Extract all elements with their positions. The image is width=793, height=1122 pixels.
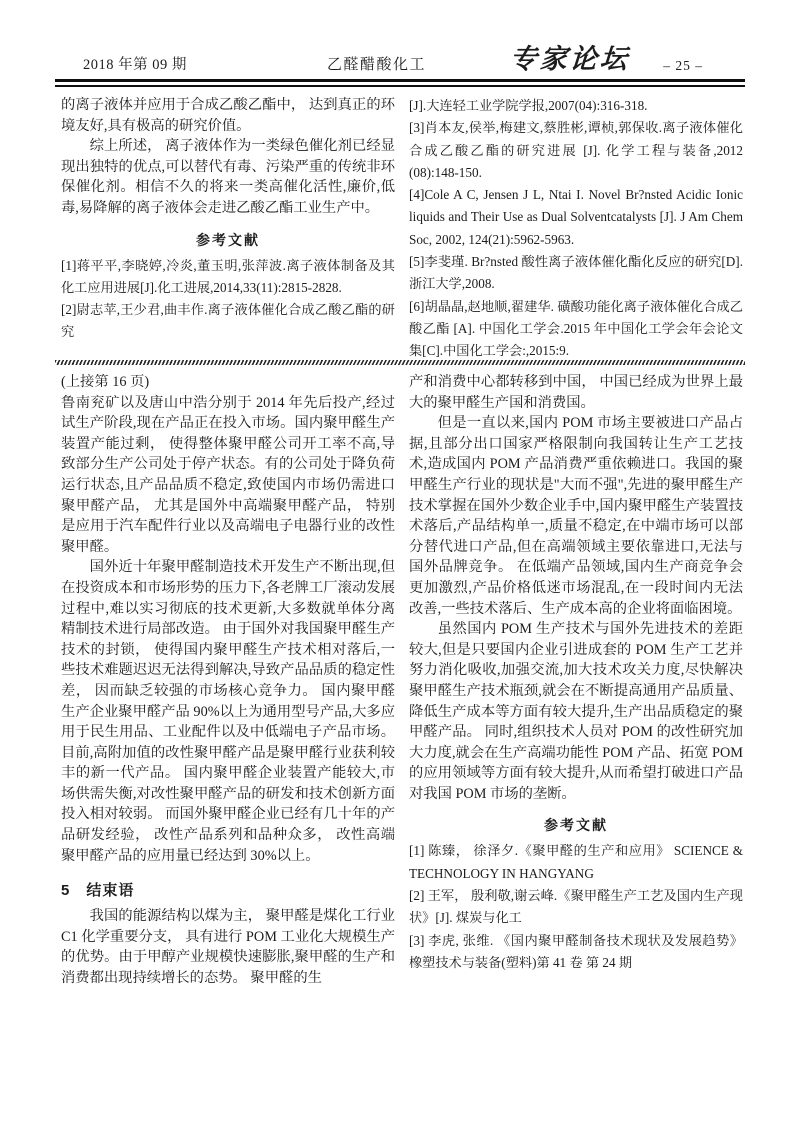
article2-paragraph: 产和消费中心都转移到中国， 中国已经成为世界上最大的聚甲醛生产国和消费国。 [409, 374, 743, 411]
article2-paragraph: 鲁南兖矿以及唐山中浩分别于 2014 年先后投产,经过试生产阶段,现在产品正在投入市场。国内聚甲醛生产装置产能过剩， 使得整体聚甲醛公司开工率不高,导致部分生产公司处于停产状态。有的公司处于降负荷运行状态,且产品品质不稳定,致使国内市场仍需进口聚甲醛产品， 尤其是国外中高端聚甲醛产品， 特别是应用于汽车配件行业以及高端电子电器行业的改性聚甲醛。 [61, 394, 395, 555]
references-heading: 参考文献 [544, 817, 608, 834]
conclusion-section-heading: 5 结束语 [61, 882, 135, 900]
article-divider [55, 360, 745, 365]
reference-item: [1]蒋平平,李晓婷,冷炎,董玉明,张萍波.离子液体制备及其化工应用进展[J].化工进展,2014,33(11):2815-2828. [61, 257, 395, 295]
reference-item: [3] 李虎, 张维. 《国内聚甲醛制备技术现状及发展趋势》橡塑技术与装备(塑料)第 41 卷 第 24 期 [409, 932, 743, 970]
article2-paragraph: 国外近十年聚甲醛制造技术开发生产不断出现,但在投资成本和市场形势的压力下,各老牌工厂滚动发展过程中,难以实习彻底的技术更新,大多数就单体分离精制技术进行局部改造。 由于国外对我国聚甲醛生产技术的封锁， 使得国内聚甲醛生产技术相对落后,一些技术难题迟迟无法得到解决,导致产品品质的稳定性差， 因而缺乏较强的市场核心竞争力。 国内聚甲醛生产企业聚甲醛产品 90%以上为通用型号产品,大多应用于民生用品、工业配件以及中低端电子产品市场。目前,高附加值的改性聚甲醛产品是聚甲醛行业获利较丰的新一代产品。 国内聚甲醛企业装置产能较大,市场供需失衡,对改性聚甲醛产品的研发和技术创新方面投入相对较弱。 而国外聚甲醛企业已经有几十年的产品研发经验， 改性产品系列和品种众多， 改性高端聚甲醛产品的应用量已经达到 30%以上。 [61, 559, 395, 864]
page-number: – 25 – [663, 58, 703, 73]
article2-paragraph: 但是一直以来,国内 POM 市场主要被进口产品占据,且部分出口国家严格限制向我国转让生产工艺技术,造成国内 POM 产品消费严重依赖进口。我国的聚甲醛生产行业的现状是"大而不强",先进的聚甲醛生产技术掌握在国外少数企业手中,国内聚甲醛生产装置技术落后,产品结构单一,质量不稳定,在中端市场可以部分替代进口产品,但在高端领域主要依靠进口,无法与国外品牌竞争。 在低端产品领域,国内生产商竞争会更加激烈,产品价格低迷市场混乱,在一段时间内无法改善,一些技术落后、生产成本高的企业将面临困境。 [409, 415, 743, 617]
journal-title: 乙醛醋酸化工 [327, 57, 427, 73]
page-header [55, 42, 745, 76]
references-heading: 参考文献 [196, 231, 260, 248]
reference-item: [J].大连轻工业学院学报,2007(04):316-318. [409, 98, 648, 113]
reference-item: [5]李斐瑾. Br?nsted 酸性离子液体催化酯化反应的研究[D].浙江大学,2008. [409, 254, 743, 292]
article2-paragraph: 虽然国内 POM 生产技术与国外先进技术的差距较大,但是只要国内企业引进成套的 POM 生产工艺并努力消化吸收,加强交流,加大技术攻关力度,尽快解决聚甲醛生产技术瓶颈,就会在不断提高通用产品质量、降低生产成本等方面有较大提升,生产出品质稳定的聚甲醛产品。 同时,组织技术人员对 POM 的改性研究加大力度,就会在生产高端功能性 POM 产品、拓宽 POM 的应用领域等方面有较大提升,从而希望打破进口产品对我国 POM 市场的垄断。 [409, 621, 743, 802]
article2-left-column [61, 372, 395, 1044]
article1-paragraph: 的离子液体并应用于合成乙酸乙酯中， 达到真正的环境友好,具有极高的研究价值。 [61, 97, 395, 134]
reference-item: [2] 王军， 殷利敬,谢云峰.《聚甲醛生产工艺及国内生产现状》[J]. 煤炭与化工 [409, 888, 743, 926]
header-double-rule [55, 79, 745, 87]
continuation-note: (上接第 16 页) [61, 374, 150, 390]
article1-left-column [61, 95, 395, 361]
issue-label: 2018 年第 09 期 [83, 57, 187, 73]
reference-item: [6]胡晶晶,赵地顺,翟建华. 磺酸功能化离子液体催化合成乙酸乙酯 [A]. 中国化工学会.2015 年中国化工学会年会论文集[C].中国化工学会:,2015:9. [409, 298, 743, 359]
article1-paragraph: 综上所述， 离子液体作为一类绿色催化剂已经显现出独特的优点,可以替代有毒、污染严重的传统非环保催化剂。相信不久的将来一类高催化活性,廉价,低毒,易降解的离子液体会走进乙酸乙酯工业生产中。 [61, 138, 395, 216]
reference-item: [1] 陈臻， 徐泽夕.《聚甲醛的生产和应用》 SCIENCE & TECHNOLOGY IN HANGYANG [409, 843, 743, 881]
reference-item: [4]Cole A C, Jensen J L, Ntai I. Novel Br?nsted Acidic Ionic liquids and Their Use as Dual Solventcatalysts [J]. J Am Chem Soc, 2002, 124(21):5962-5963. [409, 187, 743, 247]
article2-paragraph: 我国的能源结构以煤为主， 聚甲醛是煤化工行业 C1 化学重要分支， 具有进行 POM 工业化大规模生产的优势。由于甲醇产业规模快速膨胀,聚甲醛的生产和消费都出现持续增长的态势。 聚甲醛的生 [61, 908, 395, 987]
article2-section [61, 372, 743, 1044]
forum-column-title: 专家论坛 [508, 44, 631, 74]
reference-item: [2]尉志苹,王少君,曲丰作.离子液体催化合成乙酸乙酯的研究 [61, 302, 395, 340]
article1-right-column [409, 95, 743, 361]
article2-right-column [409, 372, 743, 1044]
article1-section [61, 95, 743, 361]
reference-item: [3]肖本友,侯举,梅建文,蔡胜彬,谭桢,郭保收.离子液体催化合成乙酸乙酯的研究进展 [J]. 化学工程与装备,2012 (08):148-150. [409, 120, 743, 180]
